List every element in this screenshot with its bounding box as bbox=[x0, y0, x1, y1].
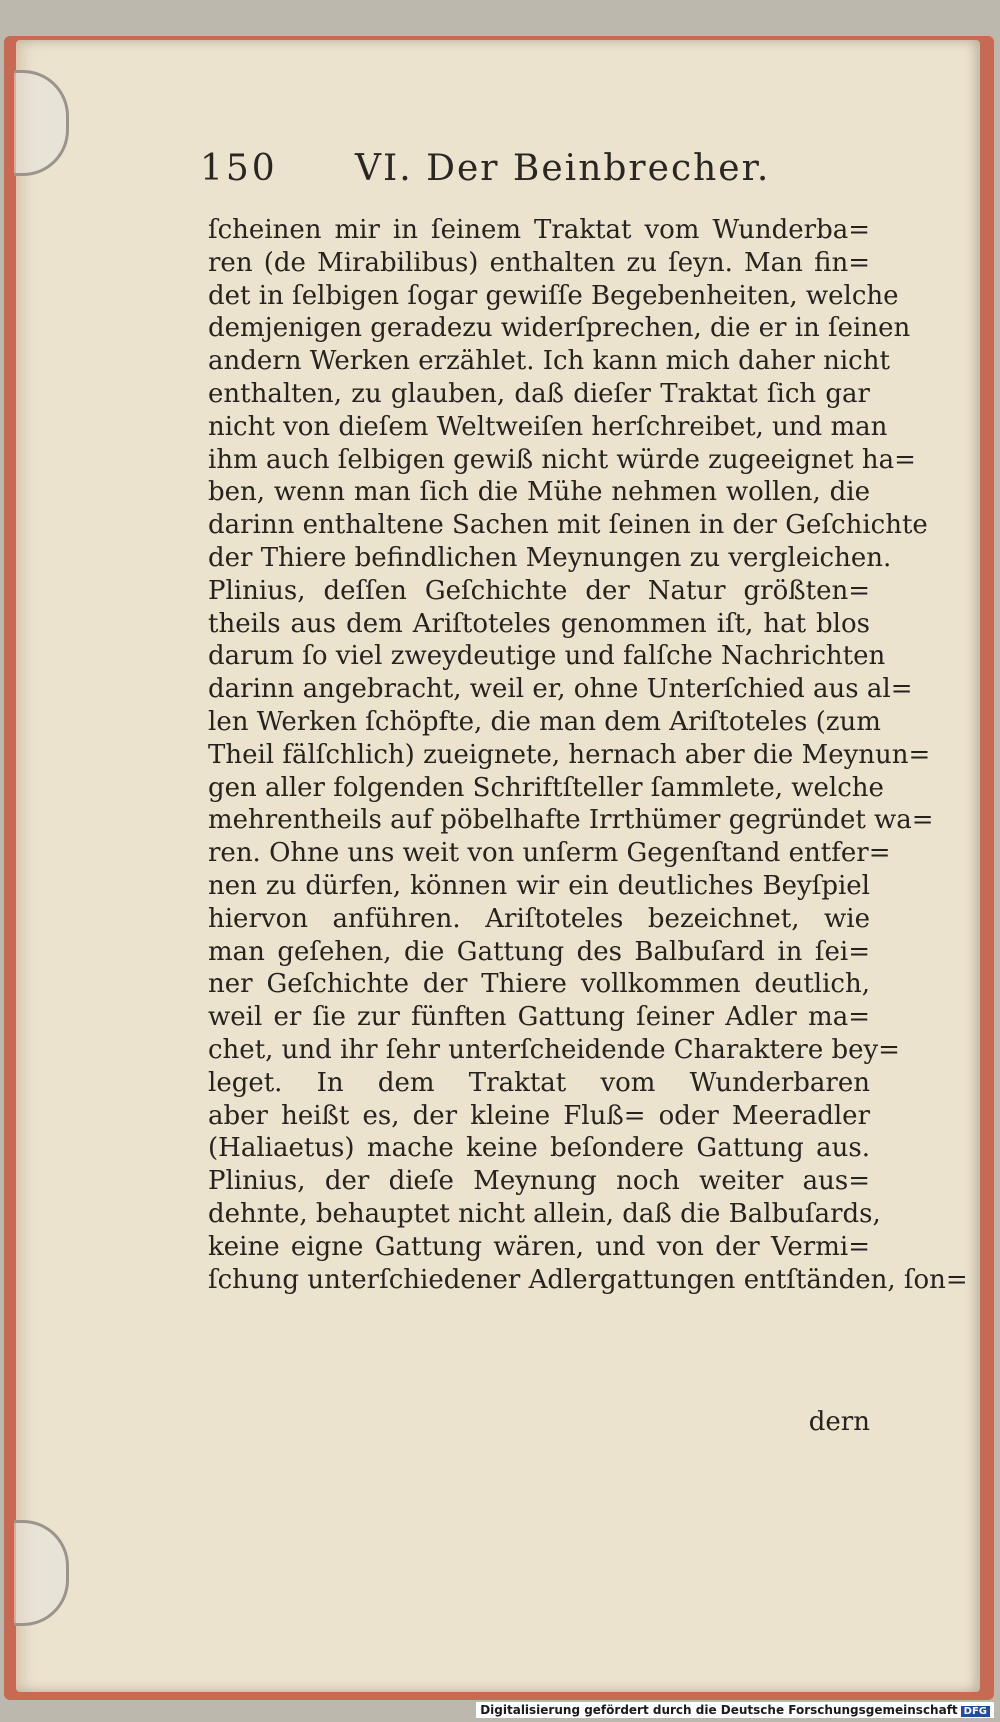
digitization-credit bbox=[476, 1702, 994, 1718]
text-line: ner Geſchichte der Thiere vollkommen deutlich, bbox=[208, 969, 870, 1000]
text-line: Plinius, der dieſe Meynung noch weiter aus= bbox=[208, 1166, 870, 1197]
text-line: Theil fälſchlich) zueignete, hernach aber die Meynun= bbox=[208, 739, 931, 770]
text-line: det in ſelbigen ſogar gewiſſe Begebenheiten, welche bbox=[208, 280, 899, 311]
text-line: nen zu dürfen, können wir ein deutliches Beyſpiel bbox=[208, 870, 870, 901]
text-line: darinn enthaltene Sachen mit ſeinen in der Geſchichte bbox=[208, 510, 928, 541]
text-line: man geſehen, die Gattung des Balbuſard in ſei= bbox=[208, 936, 870, 967]
text-line: demjenigen geradezu widerſprechen, die er in ſeinen bbox=[208, 313, 911, 344]
text-line: theils aus dem Ariſtoteles genommen iſt, hat blos bbox=[208, 608, 870, 639]
dfg-logo: DFG bbox=[961, 1706, 990, 1717]
text-line: hiervon anführen. Ariſtoteles bezeichnet, wie bbox=[208, 903, 870, 934]
text-line: ſcheinen mir in ſeinem Traktat vom Wunderba= bbox=[208, 215, 870, 245]
text-line: gen aller folgenden Schriftſteller ſammlete, welche bbox=[208, 772, 884, 803]
credit-text: Digitalisierung gefördert durch die Deutsche Forschungsgemeinschaft bbox=[480, 1703, 958, 1717]
text-line: ben, wenn man ſich die Mühe nehmen wollen, die bbox=[208, 477, 870, 508]
text-line: ſchung unterſchiedener Adlergattungen entſtänden, ſon= bbox=[208, 1264, 968, 1295]
text-line: mehrentheils auf pöbelhafte Irrthümer gegründet wa= bbox=[208, 805, 934, 836]
text-line: Plinius, deſſen Geſchichte der Natur größten= bbox=[208, 575, 870, 606]
text-line: ihm auch ſelbigen gewiß nicht würde zugeeignet ha= bbox=[208, 444, 916, 475]
page-number: 150 bbox=[200, 148, 278, 189]
text-line: len Werken ſchöpfte, die man dem Ariſtoteles (zum bbox=[208, 706, 881, 737]
text-line: weil er ſie zur fünften Gattung ſeiner Adler ma= bbox=[208, 1002, 870, 1033]
text-line: leget. In dem Traktat vom Wunderbaren bbox=[208, 1067, 870, 1098]
text-line: ren. Ohne uns weit von unſerm Gegenſtand entfer= bbox=[208, 838, 891, 869]
body-text bbox=[208, 214, 968, 1296]
text-line: der Thiere befindlichen Meynungen zu vergleichen. bbox=[208, 542, 892, 573]
text-line: keine eigne Gattung wären, und von der Vermi= bbox=[208, 1231, 870, 1262]
text-line: nicht von dieſem Weltweiſen herſchreibet, und man bbox=[208, 411, 888, 442]
text-line: darum ſo viel zweydeutige und falſche Nachrichten bbox=[208, 641, 886, 672]
text-line: enthalten, zu glauben, daß dieſer Traktat ſich gar bbox=[208, 378, 870, 409]
catchword: dern bbox=[808, 1407, 870, 1437]
running-header bbox=[200, 148, 880, 198]
text-line: aber heißt es, der kleine Fluß= oder Meeradler bbox=[208, 1100, 870, 1131]
chapter-title: VI. Der Beinbrecher. bbox=[355, 148, 771, 189]
text-line: andern Werken erzählet. Ich kann mich daher nicht bbox=[208, 346, 890, 377]
text-line: darinn angebracht, weil er, ohne Unterſchied aus al= bbox=[208, 674, 913, 705]
text-line: chet, und ihr ſehr unterſcheidende Charaktere bey= bbox=[208, 1034, 900, 1065]
text-line: dehnte, behauptet nicht allein, daß die Balbuſards, bbox=[208, 1198, 881, 1229]
text-line: ren (de Mirabilibus) enthalten zu ſeyn. Man fin= bbox=[208, 247, 870, 278]
text-line: (Haliaetus) mache keine beſondere Gattung aus. bbox=[208, 1133, 870, 1164]
